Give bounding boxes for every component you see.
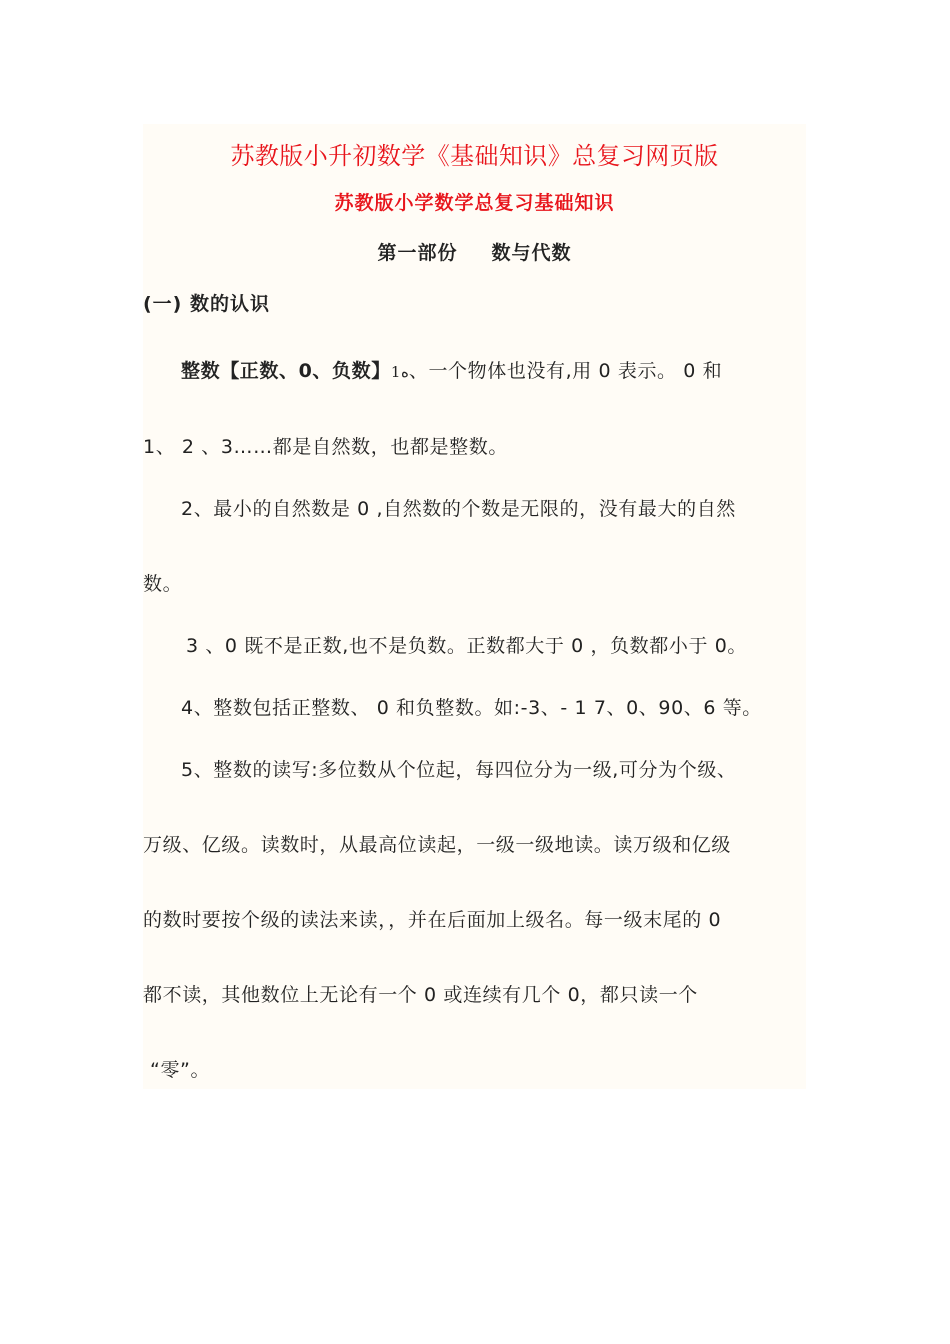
part-topic: 数与代数 bbox=[491, 242, 572, 264]
document-subtitle: 苏教版小学数学总复习基础知识 bbox=[334, 192, 615, 214]
paragraph-3: 3 、0 既不是正数,也不是负数。正数都大于 0 ，负数都小于 0。 bbox=[186, 635, 747, 657]
paragraph-2: 2、最小的自然数是 0 ,自然数的个数是无限的，没有最大的自然 bbox=[181, 498, 736, 520]
paragraph-4: 4、整数包括正整数、 0 和负整数。如:-3、- 1 7、0、90、6 等。 bbox=[181, 697, 762, 719]
integer-term: 整数【正数、0、负数】 bbox=[181, 360, 391, 382]
part-number: 第一部份 bbox=[377, 242, 458, 264]
document-background bbox=[143, 124, 806, 1089]
paragraph-1-text: 、一个物体也没有,用 0 表示。 0 和 bbox=[408, 360, 723, 382]
document-title: 苏教版小升初数学《基础知识》总复习网页版 bbox=[230, 142, 719, 170]
paragraph-5: 5、整数的读写:多位数从个位起，每四位分为一级,可分为个级、 bbox=[181, 759, 737, 781]
paragraph-5-continued-3: 都不读，其他数位上无论有一个 0 或连续有几个 0，都只读一个 bbox=[143, 984, 698, 1006]
paragraph-1 bbox=[181, 356, 861, 383]
part-heading bbox=[143, 238, 806, 265]
paragraph-5-continued-1: 万级、亿级。读数时，从最高位读起，一级一级地读。读万级和亿级 bbox=[143, 834, 732, 856]
paragraph-5-continued-2: 的数时要按个级的读法来读，，并在后面加上级名。每一级末尾的 0 bbox=[143, 909, 722, 931]
paragraph-1-continued: 1、 2 、3……都是自然数，也都是整数。 bbox=[143, 436, 508, 458]
paragraph-5-continued-4: “零”。 bbox=[150, 1059, 211, 1081]
garbled-glyph: 1ه bbox=[390, 363, 409, 381]
paragraph-2-continued: 数。 bbox=[143, 573, 183, 595]
section-heading: (一) 数的认识 bbox=[143, 293, 270, 315]
